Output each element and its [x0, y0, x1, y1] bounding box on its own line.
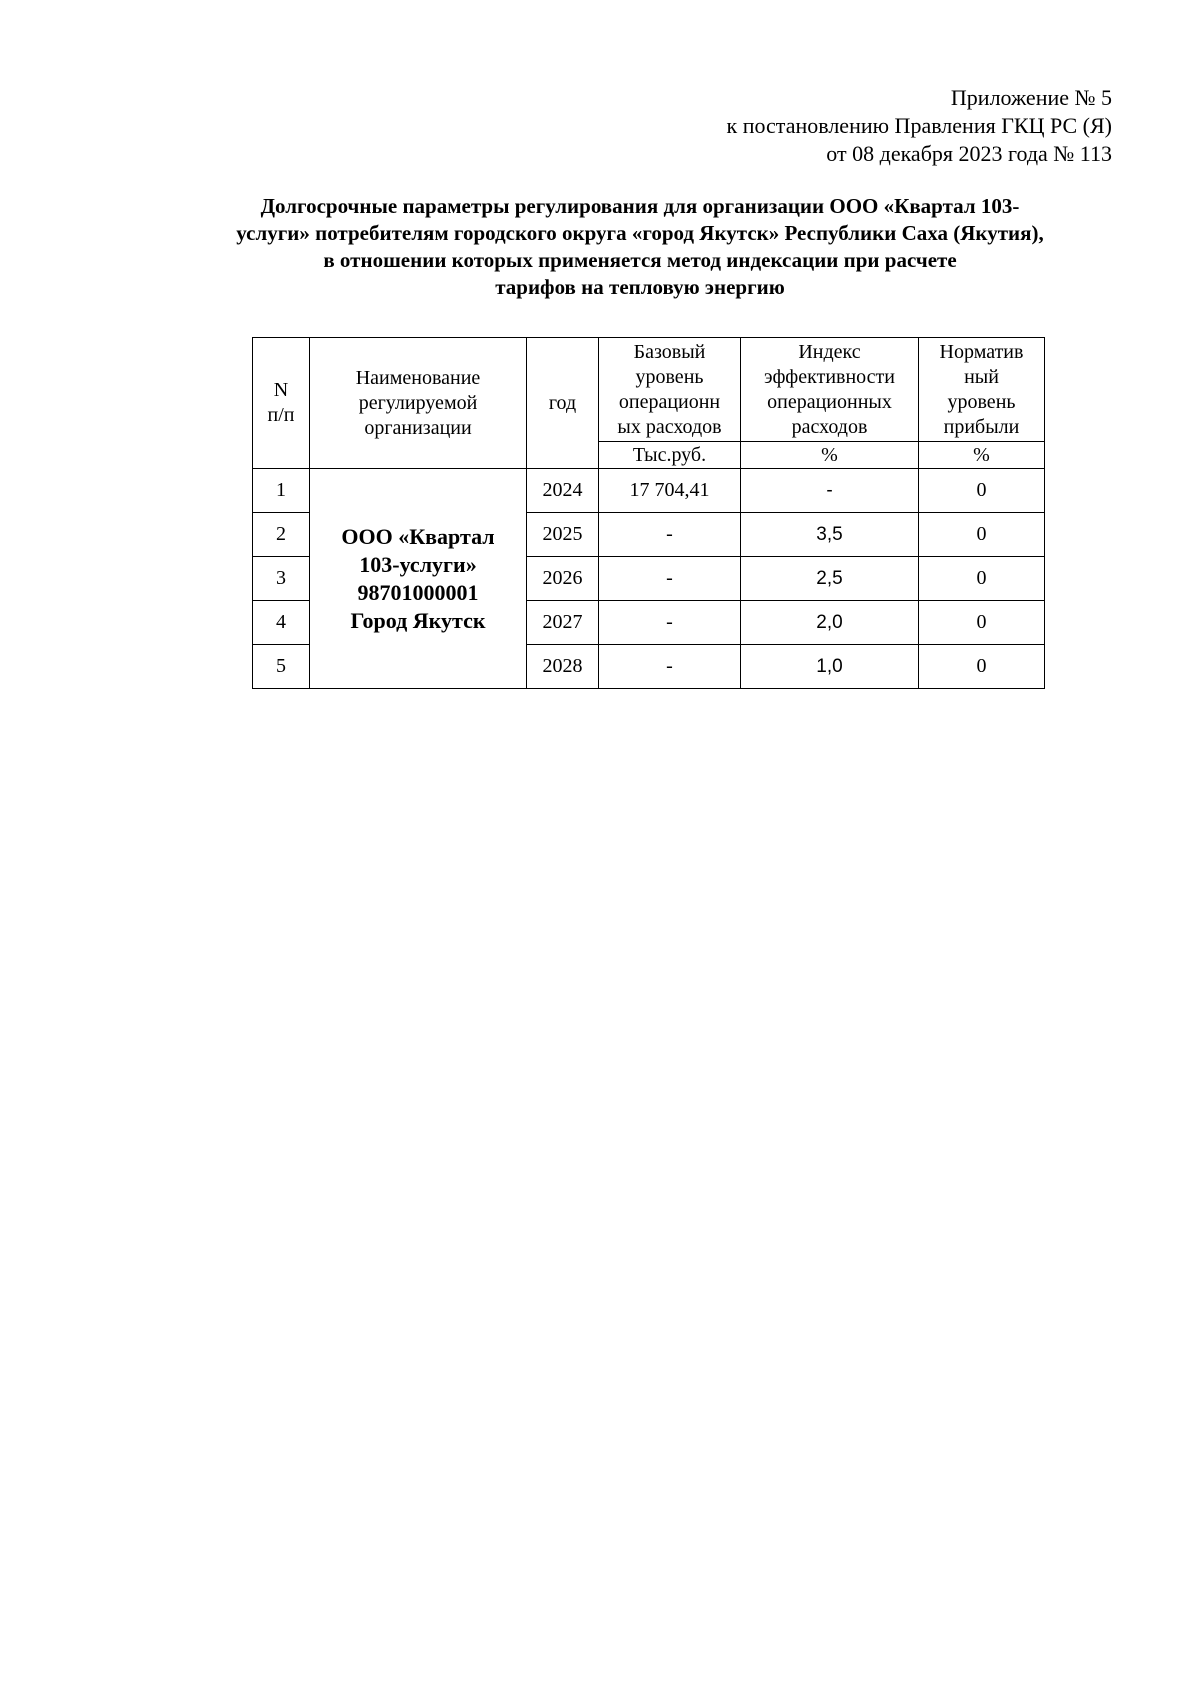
cell-year: 2024: [527, 469, 599, 513]
appendix-date: от 08 декабря 2023 года № 113: [826, 141, 1112, 166]
header-index-line: операционных: [767, 390, 892, 413]
cell-org-name: [310, 469, 527, 689]
header-base-costs: [599, 338, 741, 442]
cell-num: 1: [253, 469, 310, 513]
title-line: тарифов на тепловую энергию: [495, 275, 785, 299]
cell-base-costs: -: [599, 601, 741, 645]
header-base-line: Базовый: [633, 340, 706, 363]
cell-base-costs: -: [599, 645, 741, 689]
header-base-line: уровень: [635, 365, 704, 388]
title-line: услуги» потребителям городского округа «город Якутск» Республики Саха (Якутия),: [236, 221, 1044, 245]
header-base-line: операционн: [618, 390, 721, 413]
cell-year: 2028: [527, 645, 599, 689]
unit-base-costs: Тыс.руб.: [599, 442, 741, 469]
appendix-resolution: к постановлению Правления ГКЦ РС (Я): [726, 113, 1112, 138]
appendix-reference: [727, 84, 1112, 168]
header-num-line: N: [273, 379, 289, 401]
title-line: в отношении которых применяется метод индексации при расчете: [323, 248, 957, 272]
table-header-row: [253, 338, 1045, 442]
header-index-line: эффективности: [763, 365, 895, 388]
header-profit-line: Норматив: [939, 340, 1024, 363]
header-org-line: организации: [364, 416, 472, 439]
cell-year: 2026: [527, 557, 599, 601]
cell-num: 2: [253, 513, 310, 557]
cell-profit-norm: 0: [919, 557, 1045, 601]
cell-profit-norm: 0: [919, 601, 1045, 645]
header-profit-line: прибыли: [943, 415, 1020, 438]
header-efficiency-index: [741, 338, 919, 442]
header-org-line: регулируемой: [358, 391, 478, 414]
cell-efficiency-index: -: [741, 469, 919, 513]
header-profit-norm: [919, 338, 1045, 442]
header-index-line: расходов: [791, 415, 868, 438]
cell-num: 4: [253, 601, 310, 645]
cell-profit-norm: 0: [919, 513, 1045, 557]
cell-num: 5: [253, 645, 310, 689]
org-name-line: ООО «Квартал: [341, 523, 495, 549]
cell-year: 2025: [527, 513, 599, 557]
cell-efficiency-index: 3,5: [741, 513, 919, 557]
org-name-line: 103-услуги»: [359, 551, 477, 577]
cell-efficiency-index: 2,5: [741, 557, 919, 601]
header-base-line: ых расходов: [617, 415, 722, 438]
document-title: [160, 193, 1120, 301]
regulation-parameters-table: [252, 337, 1045, 689]
cell-profit-norm: 0: [919, 645, 1045, 689]
header-org-line: Наименование: [355, 366, 481, 389]
title-line: Долгосрочные параметры регулирования для организации ООО «Квартал 103-: [260, 194, 1020, 218]
table-row: [253, 469, 1045, 513]
unit-profit-norm: %: [919, 442, 1045, 469]
header-profit-line: ный: [964, 365, 999, 388]
header-org: [310, 338, 527, 469]
unit-efficiency-index: %: [741, 442, 919, 469]
header-year: год: [527, 338, 599, 469]
appendix-number: Приложение № 5: [950, 85, 1112, 110]
cell-efficiency-index: 2,0: [741, 601, 919, 645]
cell-base-costs: -: [599, 557, 741, 601]
header-index-line: Индекс: [798, 340, 861, 363]
cell-base-costs: 17 704,41: [599, 469, 741, 513]
header-num: [253, 338, 310, 469]
header-profit-line: уровень: [947, 390, 1016, 413]
org-name-line: 98701000001: [357, 579, 479, 605]
header-num-line: п/п: [267, 404, 295, 426]
cell-profit-norm: 0: [919, 469, 1045, 513]
org-name-line: Город Якутск: [350, 607, 486, 633]
cell-base-costs: -: [599, 513, 741, 557]
cell-num: 3: [253, 557, 310, 601]
cell-efficiency-index: 1,0: [741, 645, 919, 689]
cell-year: 2027: [527, 601, 599, 645]
